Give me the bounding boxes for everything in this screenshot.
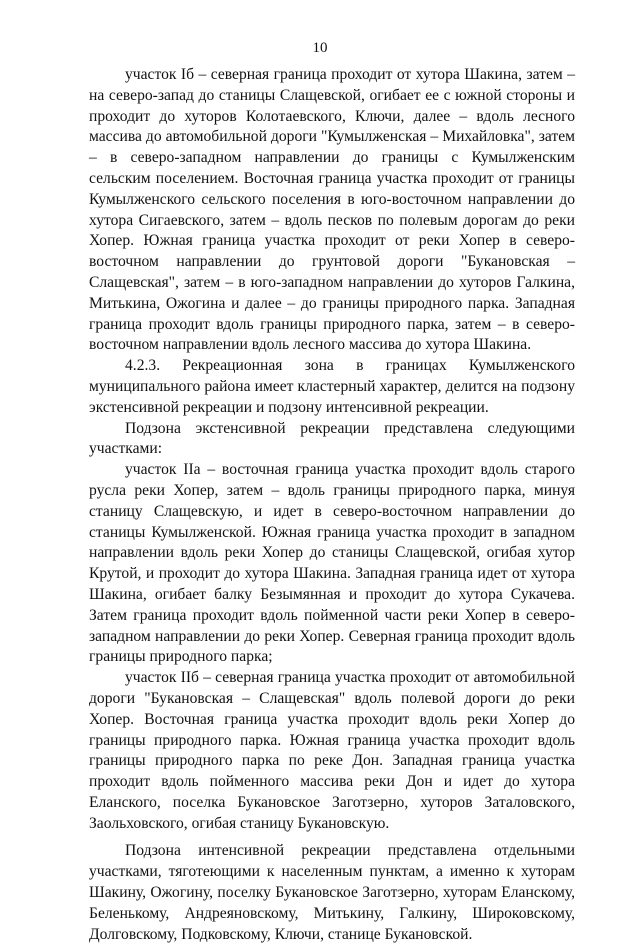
paragraph-section-1b: участок Iб – северная граница проходит от хутора Шакина, затем – на северо-запад до станицы Слащевской, огибает ее с южной стороны и проходит до хуторов Колотаевского, Ключи, далее – вдоль лесного массива до автомобильной дороги "Кумылженская – Михайловка", затем – в северо-западном направлении до границы с Кумылженским сельским поселением. Восточная граница участка проходит от границы Кумылженского сельского поселения в юго-восточном направлении до хутора Сигаевского, затем – вдоль песков по полевым дорогам до реки Хопер. Южная граница участка проходит от реки Хопер в северо-восточном направлении до грунтовой дороги "Букановская – Слащевская", затем – в юго-западном направлении до хуторов Галкина, Митькина, Ожогина и далее – до границы природного парка. Западная граница проходит вдоль границы природного парка, затем – в северо-восточном направлении вдоль лесного массива до хутора Шакина. — [89, 66, 575, 354]
paragraph-intensive-subzone: Подзона интенсивной рекреации представлена отдельными участками, тяготеющими к населенным пунктам, а именно к хуторам Шакину, Ожогину, поселку Букановское Заготзерно, хуторам Еланскому, Беленькому, Андреяновскому, Митькину, Галкину, Широковскому, Долговскому, Подковскому, Ключи, станице Букановской. — [89, 842, 575, 943]
paragraph-section-2b: участок IIб – северная граница участка проходит от автомобильной дороги "Букановская – Слащевская" вдоль полевой дороги до реки Хопер. Восточная граница участка проходит вдоль реки Хопер до границы природного парка. Южная граница участка проходит вдоль границы природного парка по реке Дон. Западная граница участка проходит вдоль пойменного массива реки Дон и идет до хутора Еланского, поселка Букановское Заготзерно, хуторов Заталовского, Заольховского, огибая станицу Букановскую. — [89, 669, 575, 832]
paragraph-4-2-3: 4.2.3. Рекреационная зона в границах Кумылженского муниципального района имеет кластерный характер, делится на подзону экстенсивной рекреации и подзону интенсивной рекреации. — [89, 357, 575, 416]
document-body — [89, 65, 575, 945]
paragraph-extensive-subzone: Подзона экстенсивной рекреации представлена следующими участками: — [89, 419, 575, 458]
page-number: 10 — [312, 40, 328, 56]
paragraph-section-2a: участок IIа – восточная граница участка проходит вдоль старого русла реки Хопер, затем – вдоль границы природного парка, минуя станицу Слащевскую, и идет в северо-восточном направлении до станицы Кумылженской. Южная граница участка проходит в западном направлении вдоль реки Хопер до станицы Слащевской, огибая хутор Крутой, и проходит до хутора Шакина. Западная граница идет от хутора Шакина, огибает балку Безымянная и проходит до хутора Сукачева. Затем граница проходит вдоль пойменной части реки Хопер в северо-западном направлении до реки Хопер. Северная граница проходит вдоль границы природного парка; — [89, 461, 575, 666]
